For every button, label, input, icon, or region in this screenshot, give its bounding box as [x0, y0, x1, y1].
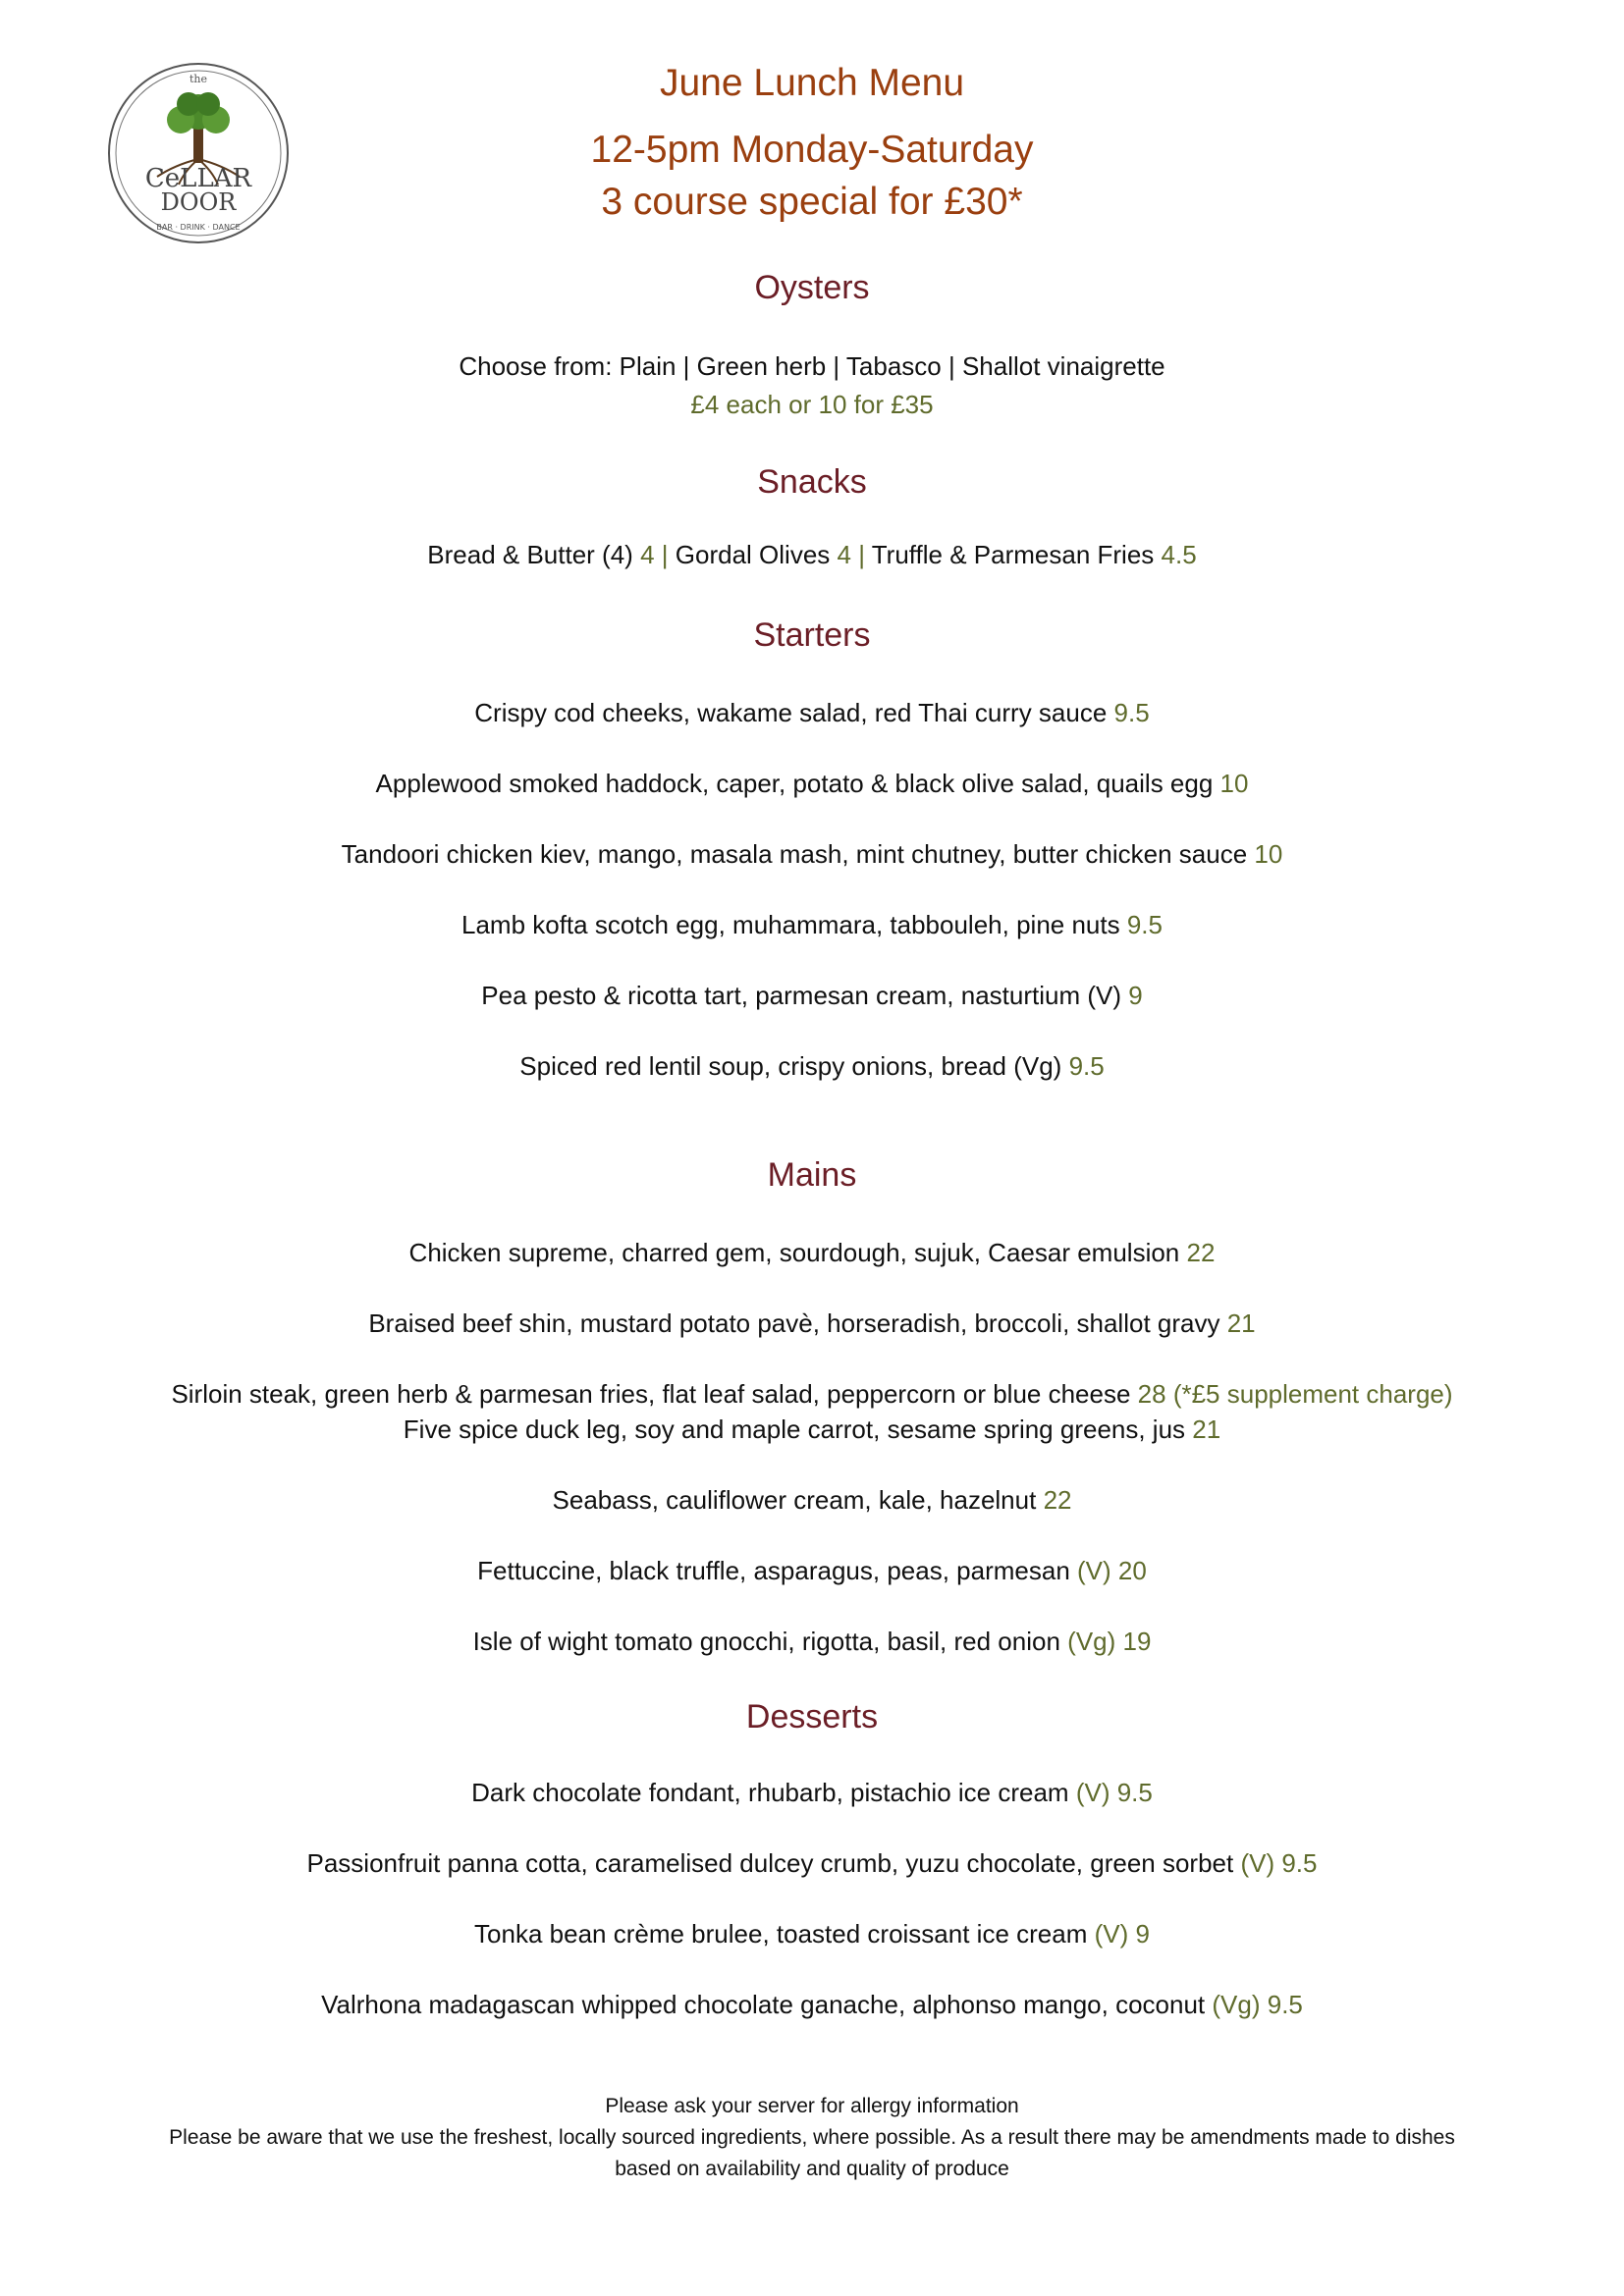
menu-item-name: Dark chocolate fondant, rhubarb, pistachio ice cream: [471, 1778, 1069, 1807]
menu-item: [0, 981, 1624, 1011]
menu-item-price: 9: [1128, 981, 1143, 1010]
snack-name: Truffle & Parmesan Fries: [871, 540, 1155, 569]
oyster-price: £4 each or 10 for £35: [690, 390, 934, 419]
menu-item-name: Spiced red lentil soup, crispy onions, bread (Vg): [519, 1051, 1062, 1081]
menu-item-name: Valrhona madagascan whipped chocolate ganache, alphonso mango, coconut: [321, 1990, 1206, 2019]
allergy-note: Please ask your server for allergy information: [605, 2095, 1019, 2117]
ingredients-note-continued: based on availability and quality of produce: [615, 2158, 1009, 2180]
menu-item-price: (V) 9.5: [1240, 1848, 1318, 1878]
menu-item: [0, 1627, 1624, 1657]
section-heading-snacks: Snacks: [757, 463, 867, 501]
menu-item: [0, 769, 1624, 799]
menu-item-name: Tandoori chicken kiev, mango, masala mash, mint chutney, butter chicken sauce: [341, 839, 1248, 869]
snack-name: Bread & Butter (4): [427, 540, 633, 569]
menu-item-price: 10: [1219, 769, 1249, 798]
section-heading-starters: Starters: [753, 616, 871, 654]
menu-item-price: (Vg) 9.5: [1212, 1990, 1303, 2019]
logo-bottom-text: BAR · DRINK · DANCE: [156, 223, 241, 232]
oyster-choices: Choose from: Plain | Green herb | Tabasco | Shallot vinaigrette: [459, 351, 1165, 381]
menu-hours: 12-5pm Monday-Saturday: [590, 129, 1034, 171]
menu-item: [0, 1308, 1624, 1339]
menu-item-name: Applewood smoked haddock, caper, potato & black olive salad, quails egg: [375, 769, 1214, 798]
menu-item-name: Fettuccine, black truffle, asparagus, peas, parmesan: [477, 1556, 1078, 1585]
menu-item: [0, 1379, 1624, 1410]
menu-item-price: 9.5: [1113, 698, 1150, 727]
menu-item-price: 21: [1192, 1415, 1221, 1444]
menu-item-price: 22: [1043, 1485, 1072, 1515]
menu-item-price: (Vg) 19: [1067, 1627, 1152, 1656]
menu-item-name: Seabass, cauliflower cream, kale, hazelnut: [552, 1485, 1037, 1515]
menu-item-name: Passionfruit panna cotta, caramelised dulcey crumb, yuzu chocolate, green sorbet: [306, 1848, 1234, 1878]
snack-name: Gordal Olives: [675, 540, 831, 569]
menu-item: [0, 1556, 1624, 1586]
menu-item-price: (V) 9.5: [1075, 1778, 1153, 1807]
menu-item-price: 28 (*£5 supplement charge): [1137, 1379, 1453, 1409]
snack-price: 4.5: [1161, 540, 1197, 569]
menu-item-price: (V) 20: [1077, 1556, 1147, 1585]
logo-line2: DOOR: [160, 188, 237, 216]
menu-item: [0, 839, 1624, 870]
menu-item: [0, 1485, 1624, 1516]
ingredients-note: Please be aware that we use the freshest, locally sourced ingredients, where possible. As a result there may be amendments made to dishes: [169, 2126, 1455, 2149]
logo-top-text: the: [189, 73, 208, 85]
menu-item-name: Isle of wight tomato gnocchi, rigotta, basil, red onion: [472, 1627, 1060, 1656]
menu-item: [0, 1415, 1624, 1445]
logo-line1: CeLLAR: [144, 164, 252, 193]
menu-item-price: 9.5: [1068, 1051, 1105, 1081]
menu-item: [0, 1238, 1624, 1268]
menu-item: [0, 1848, 1624, 1879]
section-heading-mains: Mains: [767, 1156, 857, 1194]
menu-item: [0, 1051, 1624, 1082]
menu-item-name: Chicken supreme, charred gem, sourdough, sujuk, Caesar emulsion: [408, 1238, 1180, 1267]
menu-item-name: Braised beef shin, mustard potato pavè, horseradish, broccoli, shallot gravy: [368, 1308, 1220, 1338]
snack-price: 4: [837, 540, 851, 569]
menu-item: [0, 1990, 1624, 2020]
menu-item: [0, 1919, 1624, 1949]
menu-item-price: 9.5: [1126, 910, 1163, 939]
snacks-line: [0, 540, 1624, 570]
menu-item-name: Crispy cod cheeks, wakame salad, red Thai curry sauce: [474, 698, 1108, 727]
snack-price: 4: [640, 540, 655, 569]
section-heading-oysters: Oysters: [754, 269, 870, 306]
menu-item-price: (V) 9: [1094, 1919, 1150, 1949]
snack-separator: |: [661, 540, 669, 569]
menu-item: [0, 1778, 1624, 1808]
snack-separator: |: [858, 540, 865, 569]
menu-item-name: Five spice duck leg, soy and maple carrot, sesame spring greens, jus: [403, 1415, 1186, 1444]
menu-item-name: Lamb kofta scotch egg, muhammara, tabbouleh, pine nuts: [460, 910, 1120, 939]
menu-item-name: Pea pesto & ricotta tart, parmesan cream, nasturtium (V): [481, 981, 1121, 1010]
menu-item-name: Sirloin steak, green herb & parmesan fries, flat leaf salad, peppercorn or blue cheese: [171, 1379, 1131, 1409]
menu-item-price: 22: [1186, 1238, 1216, 1267]
menu-item: [0, 698, 1624, 728]
menu-item-name: Tonka bean crème brulee, toasted croissant ice cream: [474, 1919, 1088, 1949]
menu-item: [0, 910, 1624, 940]
section-heading-desserts: Desserts: [745, 1698, 879, 1735]
menu-title: June Lunch Menu: [659, 62, 965, 104]
menu-special: 3 course special for £30*: [601, 181, 1023, 223]
menu-item-price: 10: [1254, 839, 1283, 869]
menu-item-price: 21: [1226, 1308, 1256, 1338]
